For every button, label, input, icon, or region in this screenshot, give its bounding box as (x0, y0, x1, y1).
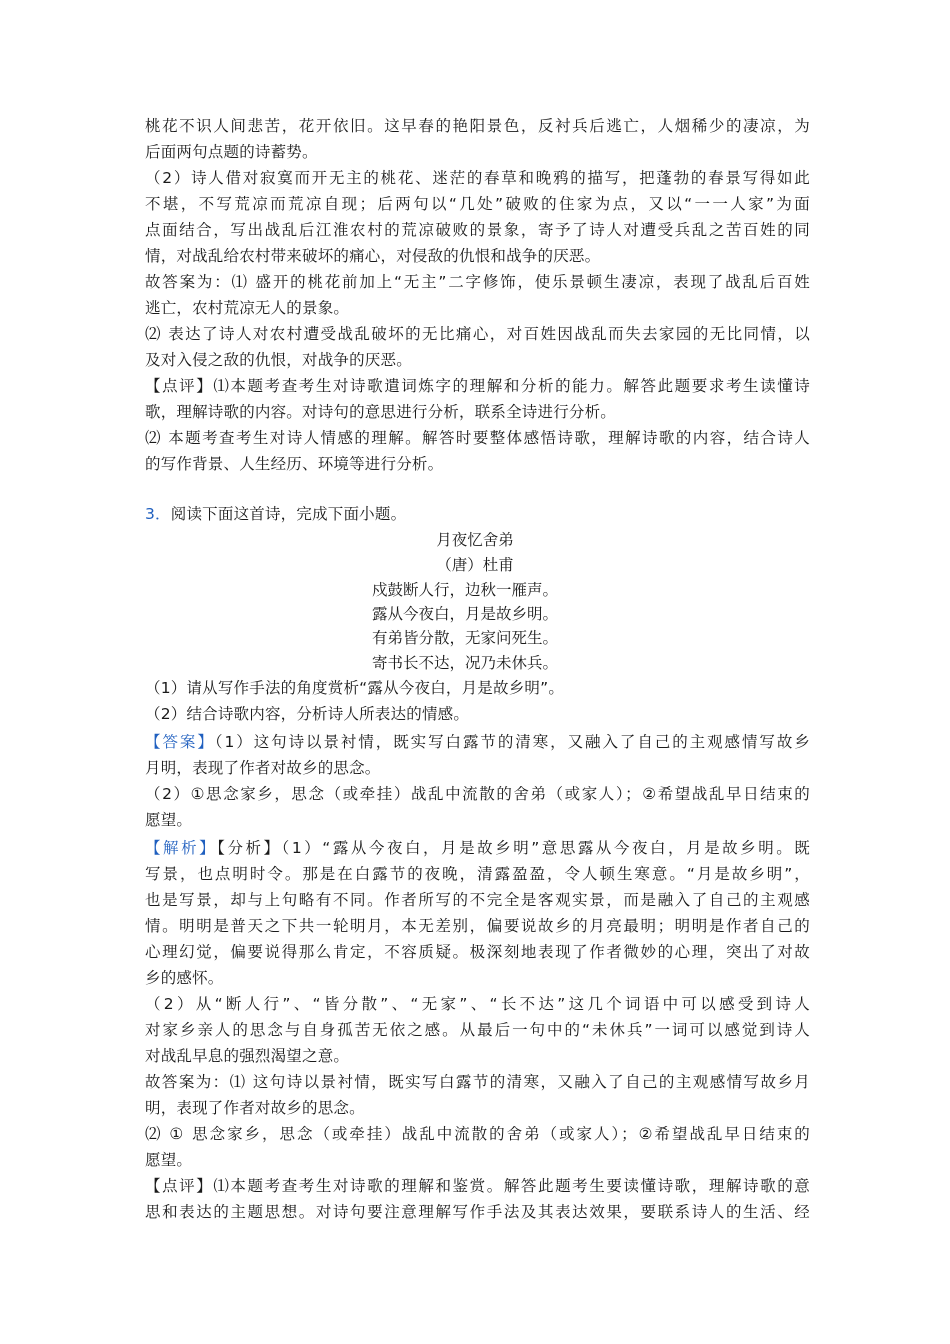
comment-line: 思和表达的主题思想。对诗句要注意理解写作手法及其表达效果，要联系诗人的生活、经 (145, 1203, 810, 1221)
comment-line: 【点评】⑴本题考查考生对诗歌遣词炼字的理解和分析的能力。解答此题要求考生读懂诗 (145, 377, 810, 395)
poem-line: 露从今夜白，月是故乡明。 (372, 605, 559, 623)
analysis-line: 写景，也点明时令。那是在白露节的夜晚，清露盈盈，令人顿生寒意。“月是故乡明”， (145, 865, 810, 883)
answer-line: 月明，表现了作者对故乡的思念。 (145, 759, 381, 777)
sub-question: （2）结合诗歌内容，分析诗人所表达的情感。 (145, 705, 470, 723)
poem-line: 有弟皆分散，无家问死生。 (372, 629, 559, 647)
final-answer-line: 故答案为：⑴ 这句诗以景衬情，既实写白露节的清寒，又融入了自己的主观感情写故乡月 (145, 1073, 810, 1091)
analysis-line: 心理幻觉，偏要说得那么肯定，不容质疑。极深刻地表现了作者微妙的心理，突出了对故 (145, 943, 810, 961)
analysis-line: 情。明明是普天之下共一轮明月，本无差别，偏要说故乡的月亮最明；明明是作者自己的 (145, 917, 810, 935)
paragraph-line: 点面结合，写出战乱后江淮农村的荒凉破败的景象，寄予了诗人对遭受兵乱之苦百姓的同 (145, 221, 810, 239)
answer-line: ⑵ 表达了诗人对农村遭受战乱破坏的无比痛心，对百姓因战乱而失去家园的无比同情，以 (145, 325, 810, 343)
sub-question: （1）请从写作手法的角度赏析“露从今夜白，月是故乡明”。 (145, 679, 565, 697)
paragraph-line: 后面两句点题的诗蓄势。 (145, 143, 318, 161)
poem-line: 戍鼓断人行，边秋一雁声。 (372, 581, 559, 599)
analysis-line: 对家乡亲人的思念与自身孤苦无依之感。从最后一句中的“未休兵”一词可以感觉到诗人 (145, 1021, 810, 1039)
poem-line: 寄书长不达，况乃未休兵。 (372, 654, 559, 672)
answer-tag: 【答案】 (145, 733, 215, 751)
final-answer-line: 愿望。 (145, 1151, 193, 1169)
paragraph-line: 不堪，不写荒凉而荒凉自现；后两句以“几处”破败的住家为点，又以“一一人家”为面 (145, 195, 810, 213)
analysis-line: 【解析】【分析】（1）“露从今夜白，月是故乡明”意思露从今夜白，月是故乡明。既 (145, 839, 810, 857)
answer-line: 【答案】（1）这句诗以景衬情，既实写白露节的清寒，又融入了自己的主观感情写故乡 (145, 733, 810, 751)
paragraph-line: 桃花不识人间悲苦，花开依旧。这早春的艳阳景色，反衬兵后逃亡，人烟稀少的凄凉，为 (145, 117, 810, 135)
analysis-line: 也是写景，却与上句略有不同。作者所写的不完全是客观实景，而是融入了自己的主观感 (145, 891, 810, 909)
answer-line: （2）①思念家乡，思念（或牵挂）战乱中流散的舍弟（或家人）；②希望战乱早日结束的 (145, 785, 810, 803)
answer-line: 逃亡，农村荒凉无人的景象。 (145, 299, 350, 317)
question-number: 3． (145, 505, 171, 523)
final-answer-line: ⑵ ① 思念家乡，思念（或牵挂）战乱中流散的舍弟（或家人）；②希望战乱早日结束的 (145, 1125, 810, 1143)
analysis-line: 对战乱早息的强烈渴望之意。 (145, 1047, 350, 1065)
question-prompt (145, 504, 810, 524)
comment-line: ⑵ 本题考查考生对诗人情感的理解。解答时要整体感悟诗歌，理解诗歌的内容，结合诗人 (145, 429, 810, 447)
poem-author: （唐）杜甫 (436, 556, 514, 574)
poem-title: 月夜忆舍弟 (436, 531, 514, 549)
analysis-line: 乡的感怀。 (145, 969, 224, 987)
comment-line: 【点评】⑴本题考查考生对诗歌的理解和鉴赏。解答此题考生要读懂诗歌，理解诗歌的意 (145, 1177, 810, 1195)
analysis-tag: 【解析】 (145, 839, 218, 857)
paragraph-line: （2）诗人借对寂寞而开无主的桃花、迷茫的春草和晚鸦的描写，把蓬勃的春景写得如此 (145, 169, 810, 187)
analysis-line: （2）从“断人行”、“皆分散”、“无家”、“长不达”这几个词语中可以感受到诗人 (145, 995, 810, 1013)
question-prompt-text: 阅读下面这首诗，完成下面小题。 (170, 505, 407, 523)
final-answer-line: 明，表现了作者对故乡的思念。 (145, 1099, 365, 1117)
comment-line: 的写作背景、人生经历、环境等进行分析。 (145, 455, 444, 473)
paragraph-line: 情，对战乱给农村带来破坏的痛心，对侵敌的仇恨和战争的厌恶。 (145, 247, 601, 265)
answer-line: 故答案为：⑴ 盛开的桃花前加上“无主”二字修饰，使乐景顿生凄凉，表现了战乱后百姓 (145, 273, 810, 291)
answer-line: 及对入侵之敌的仇恨，对战争的厌恶。 (145, 351, 412, 369)
comment-line: 歌，理解诗歌的内容。对诗句的意思进行分析，联系全诗进行分析。 (145, 403, 617, 421)
answer-line: 愿望。 (145, 811, 193, 829)
